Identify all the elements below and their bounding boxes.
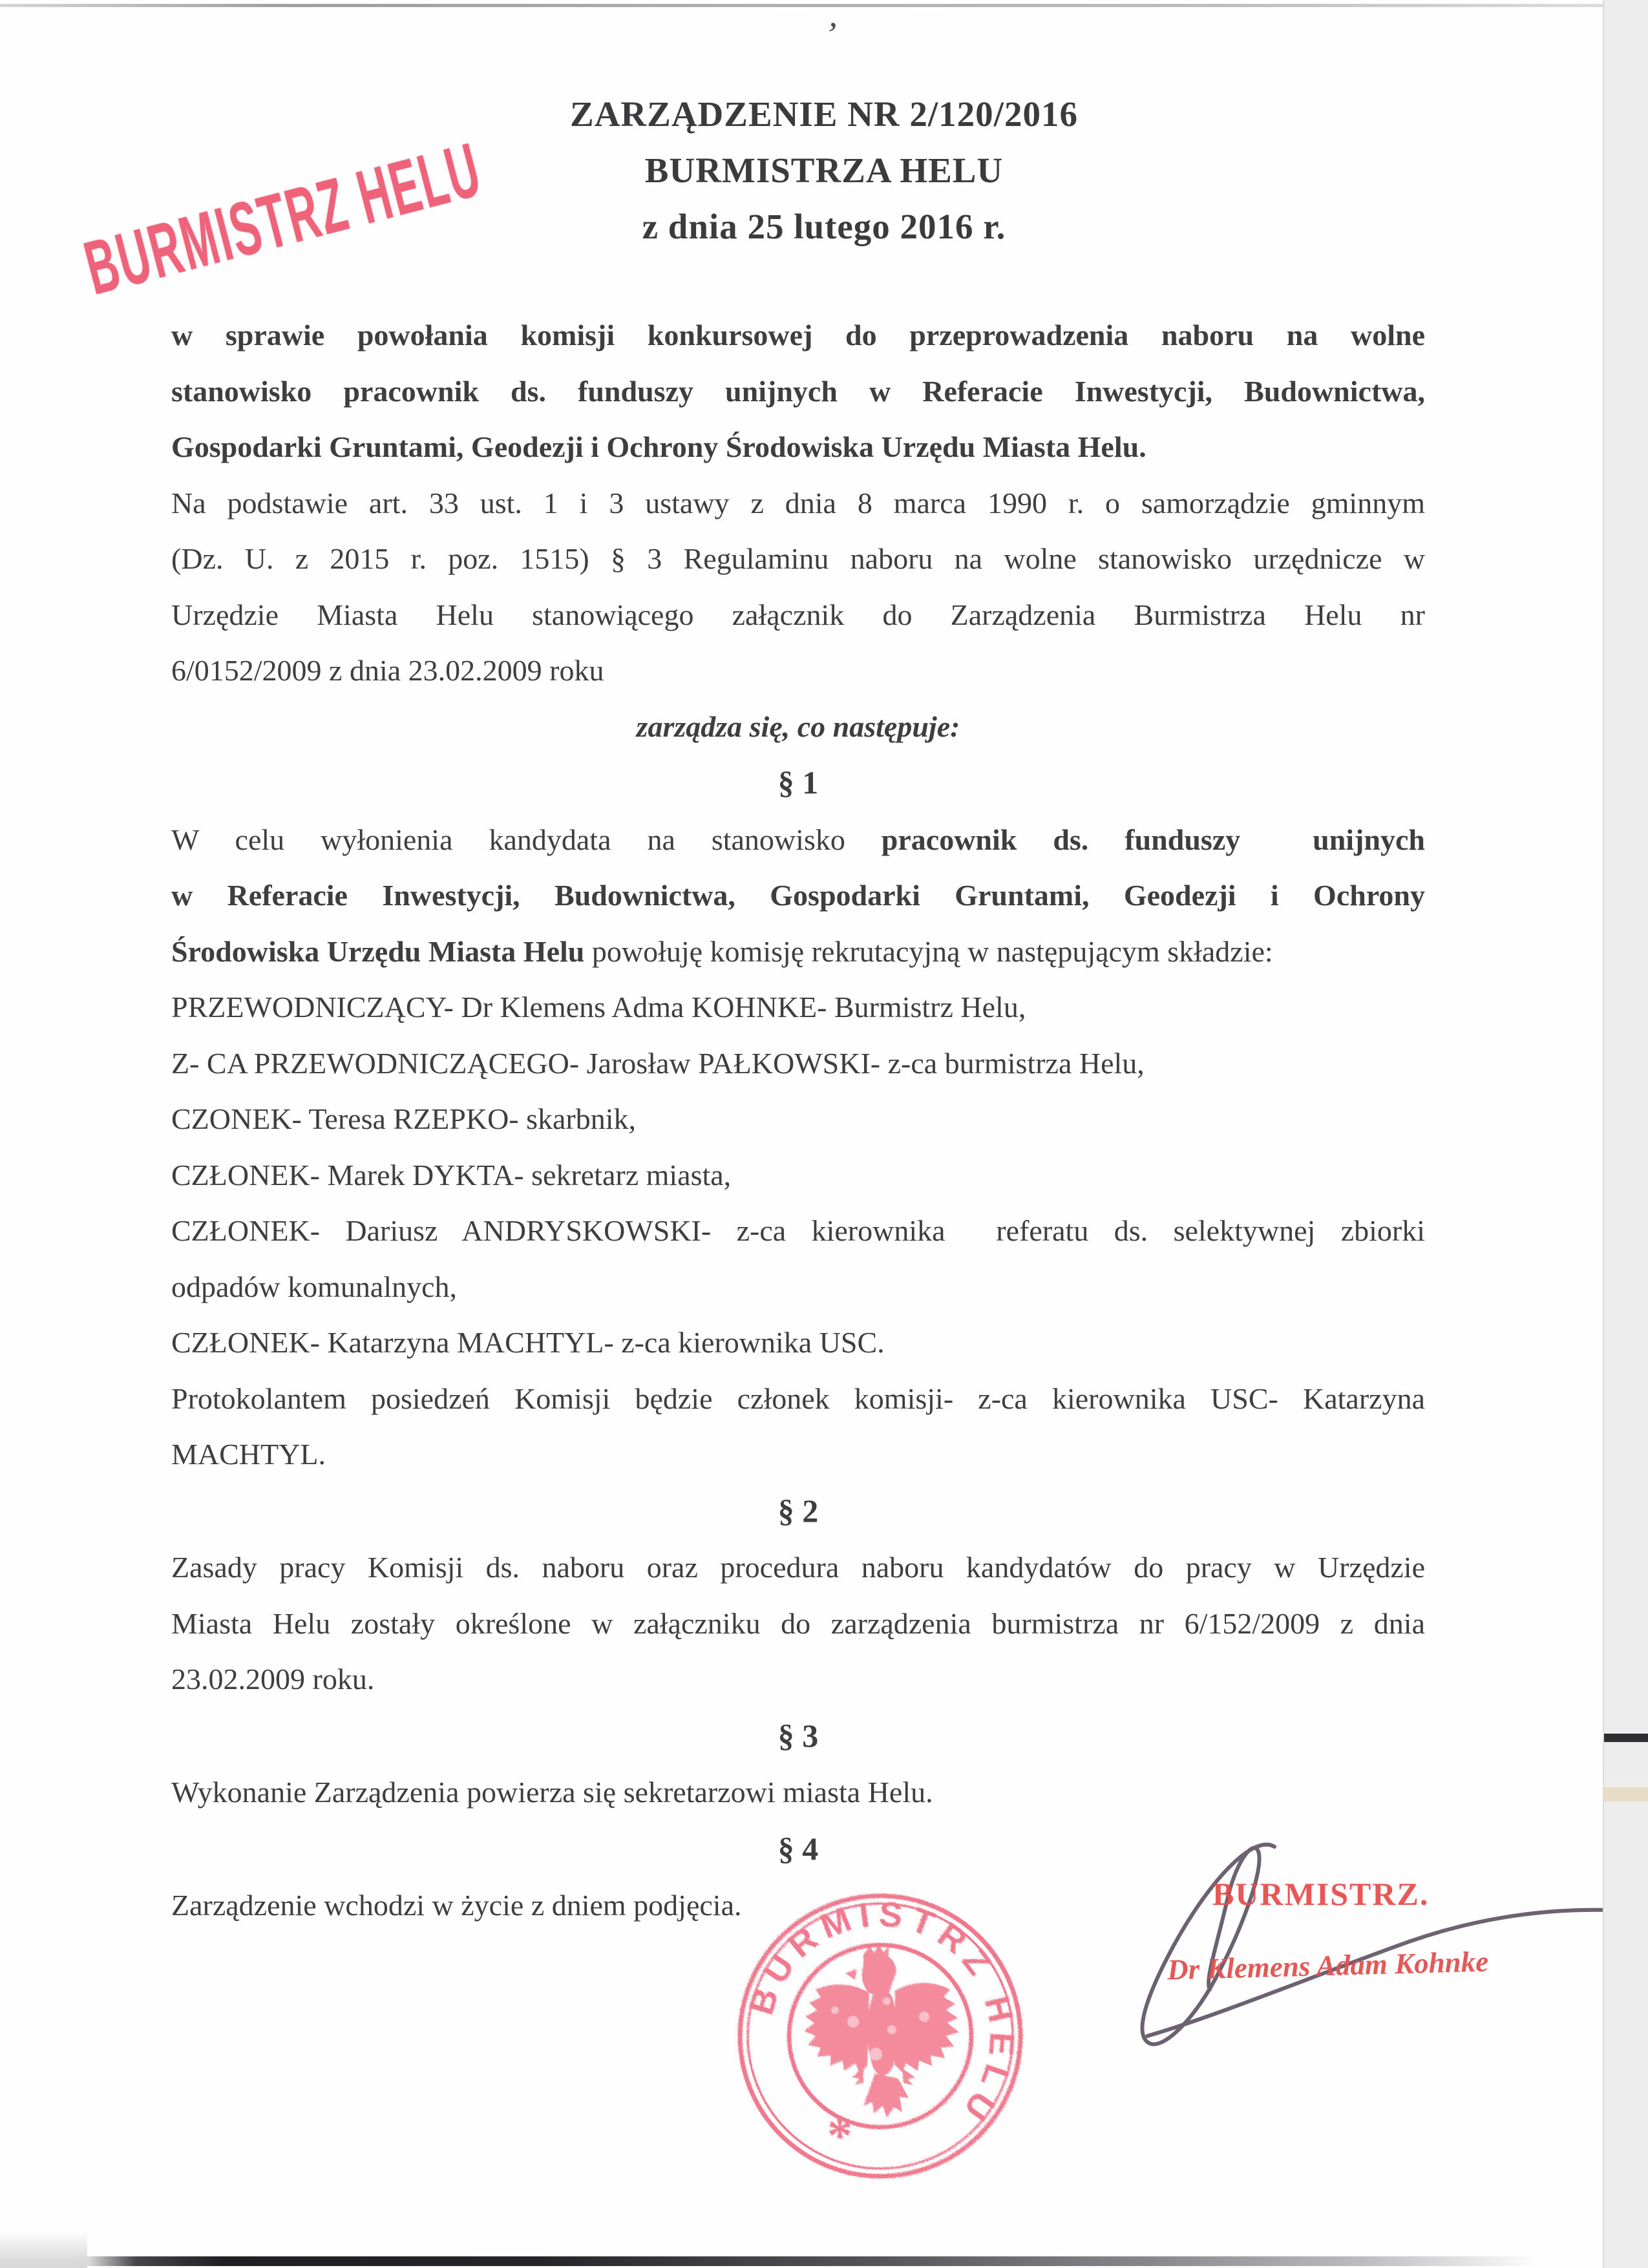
protocol-note-line: Protokolantem posiedzeń Komisji będzie członek komisji- z-ca kierownika USC- Katarzyna bbox=[171, 1381, 1425, 1415]
committee-member-line: CZŁONEK- Dariusz ANDRYSKOWSKI- z-ca kierownika referatu ds. selektywnej zbiorki bbox=[171, 1214, 1425, 1247]
round-seal-stamp bbox=[737, 1893, 1024, 2179]
legal-basis-line: 6/0152/2009 z dnia 23.02.2009 roku bbox=[171, 654, 604, 687]
burmistrz-helu-corner-stamp: BURMISTRZ HELU bbox=[76, 127, 491, 311]
signature-title: BURMISTRZ. bbox=[1212, 1876, 1430, 1912]
title-line-date: z dnia 25 lutego 2016 r. bbox=[642, 207, 1006, 246]
seal-ring-text-path: BURMISTRZ HELU bbox=[741, 1895, 1022, 2128]
title-line-number: ZARZĄDZENIE NR 2/120/2016 bbox=[570, 94, 1078, 134]
committee-member-line: Z- CA PRZEWODNICZĄCEGO- Jarosław PAŁKOWSKI- z-ca burmistrza Helu, bbox=[171, 1046, 1145, 1080]
section-2-line: Zasady pracy Komisji ds. naboru oraz procedura naboru kandydatów do pracy w Urzędzie bbox=[171, 1551, 1425, 1584]
section-3-mark bbox=[171, 1708, 1425, 1765]
section-2-line: 23.02.2009 roku. bbox=[171, 1663, 375, 1696]
protocol-note-line: MACHTYL. bbox=[171, 1438, 326, 1471]
scan-right-edge-strip bbox=[1603, 0, 1648, 2268]
subject-line: stanowisko pracownik ds. funduszy unijnych w Referacie Inwestycji, Budownictwa, bbox=[171, 374, 1425, 408]
scan-edge-beige-bar bbox=[1604, 1787, 1648, 1801]
document-title-block bbox=[0, 86, 1648, 255]
committee-member-line: CZŁONEK- Katarzyna MACHTYL- z-ca kierownika USC. bbox=[171, 1326, 885, 1359]
paragraph-symbol: § 3 bbox=[777, 1717, 819, 1754]
eagle-icon bbox=[804, 1945, 959, 2117]
paragraph-symbol: § 4 bbox=[777, 1830, 819, 1867]
section-2-line: Miasta Helu zostały określone w załączniku do zarządzenia burmistrza nr 6/152/2009 z dnia bbox=[171, 1606, 1425, 1640]
intro-text-bold: pracownik ds. funduszy unijnych bbox=[881, 823, 1425, 856]
section-4-text: Zarządzenie wchodzi w życie z dniem podjęcia. bbox=[171, 1889, 742, 1922]
subject-line: Gospodarki Gruntami, Geodezji i Ochrony Środowiska Urzędu Miasta Helu. bbox=[171, 430, 1146, 463]
legal-basis-line: (Dz. U. z 2015 r. poz. 1515) § 3 Regulaminu naboru na wolne stanowisko urzędnicze w bbox=[171, 542, 1425, 575]
scan-top-edge-line bbox=[0, 4, 1604, 7]
section-3-text: Wykonanie Zarządzenia powierza się sekretarzowi miasta Helu. bbox=[171, 1776, 933, 1809]
scan-bottom-left-shade bbox=[0, 2231, 87, 2268]
seal-star: * bbox=[827, 2107, 852, 2163]
scan-bottom-edge-bar bbox=[78, 2256, 1538, 2266]
paragraph-symbol: § 1 bbox=[777, 764, 819, 801]
stray-comma-mark: ’ bbox=[823, 14, 841, 54]
legal-basis-line: Na podstawie art. 33 ust. 1 i 3 ustawy z dnia 8 marca 1990 r. o samorządzie gminnym bbox=[171, 486, 1425, 520]
committee-member-line: PRZEWODNICZĄCY- Dr Klemens Adma KOHNKE- Burmistrz Helu, bbox=[171, 991, 1026, 1024]
intro-text-normal: powołuję komisję rekrutacyjną w następującym składzie: bbox=[584, 934, 1273, 968]
signature-name: Dr Klemens Adam Kohnke bbox=[1167, 1945, 1489, 1986]
scan-edge-black-bar bbox=[1604, 1734, 1648, 1742]
legal-basis-line: Urzędzie Miasta Helu stanowiącego załącznik do Zarządzenia Burmistrza Helu nr bbox=[171, 598, 1425, 631]
section-1-intro-line bbox=[171, 812, 1425, 868]
title-line-authority: BURMISTRZA HELU bbox=[644, 151, 1004, 190]
intro-text-normal: W celu wyłonienia kandydata na stanowisko bbox=[171, 823, 882, 856]
section-2-mark bbox=[171, 1483, 1425, 1540]
paragraph-symbol: § 2 bbox=[777, 1492, 819, 1529]
section-1-mark bbox=[171, 755, 1425, 812]
subject-line: w sprawie powołania komisji konkursowej do przeprowadzenia naboru na wolne bbox=[171, 319, 1425, 352]
section-1-intro-line: w Referacie Inwestycji, Budownictwa, Gospodarki Gruntami, Geodezji i Ochrony bbox=[171, 879, 1425, 912]
intro-text-bold: Środowiska Urzędu Miasta Helu bbox=[171, 934, 585, 968]
committee-member-line: odpadów komunalnych, bbox=[171, 1270, 458, 1303]
committee-member-line: CZONEK- Teresa RZEPKO- skarbnik, bbox=[171, 1102, 637, 1135]
ordain-clause: zarządza się, co następuje: bbox=[636, 709, 960, 743]
document-body bbox=[171, 308, 1425, 1934]
committee-member-line: CZŁONEK- Marek DYKTA- sekretarz miasta, bbox=[171, 1158, 732, 1192]
signature-scribble bbox=[1099, 1796, 1648, 2074]
section-1-intro-line bbox=[171, 924, 1425, 980]
